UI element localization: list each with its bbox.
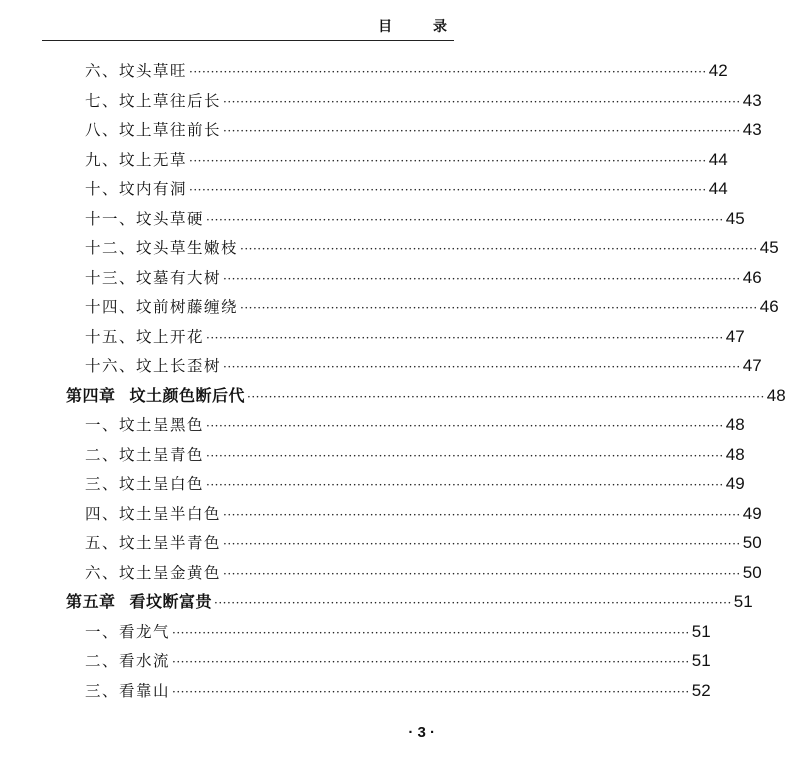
toc-page-number: 43 xyxy=(742,90,762,110)
toc-page-number: 49 xyxy=(725,474,745,493)
toc-page-number: 48 xyxy=(725,444,745,464)
dot-leader: ························································································································ xyxy=(189,153,707,168)
toc-page-number: 47 xyxy=(725,326,745,346)
toc-entry-title xyxy=(66,587,212,617)
dot-leader: ························································································································ xyxy=(240,301,758,315)
dot-leader: ························································································································ xyxy=(223,507,741,522)
dot-leader: ························································································································ xyxy=(223,94,741,109)
toc-page-number: 48 xyxy=(725,415,745,434)
toc-section-entry xyxy=(85,676,711,706)
toc-section-entry xyxy=(85,56,728,86)
dot-leader: ························································································································ xyxy=(206,448,724,463)
toc-page-number: 44 xyxy=(708,149,728,169)
chapter-number: 第四章 xyxy=(66,385,116,405)
toc-section-entry xyxy=(85,204,745,234)
toc-page-number: 45 xyxy=(725,208,745,228)
toc-page-number: 43 xyxy=(742,120,762,139)
toc-section-entry xyxy=(85,528,762,558)
dot-leader: ························································································································ xyxy=(189,65,707,79)
toc-page-number: 42 xyxy=(708,61,728,80)
toc-entry-title: 四、坟土呈半白色 xyxy=(85,504,222,523)
toc-entry-title xyxy=(66,381,245,411)
toc-page-number: 50 xyxy=(742,562,762,582)
toc-section-entry xyxy=(85,86,762,116)
toc-entry-title: 七、坟上草往后长 xyxy=(85,91,222,110)
chapter-number: 第五章 xyxy=(66,592,116,611)
toc-entry-title: 十六、坟上长歪树 xyxy=(85,357,222,375)
toc-page-number: 46 xyxy=(759,297,779,316)
dot-leader: ························································································································ xyxy=(223,271,741,286)
header-rule xyxy=(42,40,454,41)
toc-section-entry xyxy=(85,292,779,322)
toc-entry-title: 十二、坟头草生嫩枝 xyxy=(85,239,239,257)
toc-entry-title: 六、坟头草旺 xyxy=(85,62,188,80)
toc-section-entry xyxy=(85,145,728,175)
toc-entry-title: 十三、坟墓有大树 xyxy=(85,268,222,287)
toc-section-entry xyxy=(85,558,762,588)
toc-chapter-entry xyxy=(66,381,786,411)
toc-section-entry xyxy=(85,440,745,470)
chapter-title: 坟土颜色断后代 xyxy=(129,385,246,405)
toc-entry-title: 八、坟上草往前长 xyxy=(85,121,222,139)
toc-page-number: 51 xyxy=(691,651,711,670)
toc-entry-title: 九、坟上无草 xyxy=(85,150,188,169)
toc-page-number: 51 xyxy=(691,621,711,641)
toc-entry-title: 十五、坟上开花 xyxy=(85,327,205,346)
dot-leader: ························································································································ xyxy=(172,655,690,669)
dot-leader: ························································································································ xyxy=(189,183,707,197)
toc-page-number: 50 xyxy=(742,533,762,552)
toc-entry-title: 三、坟土呈白色 xyxy=(85,475,205,493)
dot-leader: ························································································································ xyxy=(172,625,690,640)
toc-section-entry xyxy=(85,174,728,204)
dot-leader: ························································································································ xyxy=(247,389,765,404)
toc-page-number: 45 xyxy=(759,238,779,257)
toc-entry-title: 三、看靠山 xyxy=(85,681,171,700)
toc-section-entry xyxy=(85,646,711,676)
dot-leader: ························································································································ xyxy=(206,419,724,433)
toc-page-number: 46 xyxy=(742,267,762,287)
toc-section-entry xyxy=(85,351,762,381)
page-folio: · 3 · xyxy=(408,724,435,741)
toc-page-number: 44 xyxy=(708,179,728,198)
toc-entry-title: 一、看龙气 xyxy=(85,622,171,641)
chapter-title: 看坟断富贵 xyxy=(129,592,213,611)
dot-leader: ························································································································ xyxy=(214,596,732,610)
toc-section-entry xyxy=(85,499,762,529)
toc-entry-title: 一、坟土呈黑色 xyxy=(85,416,205,434)
dot-leader: ························································································································ xyxy=(223,566,741,581)
toc-entry-title: 五、坟土呈半青色 xyxy=(85,534,222,552)
running-head: 目 录 xyxy=(378,19,465,35)
dot-leader: ························································································································ xyxy=(172,684,690,699)
toc-chapter-entry xyxy=(66,587,753,617)
toc-entry-title: 六、坟土呈金黄色 xyxy=(85,563,222,582)
dot-leader: ························································································································ xyxy=(206,330,724,345)
toc-page-number: 49 xyxy=(742,503,762,523)
dot-leader: ························································································································ xyxy=(223,537,741,551)
toc-entry-title: 二、坟土呈青色 xyxy=(85,445,205,464)
toc-section-entry xyxy=(85,322,745,352)
toc-entry-title: 二、看水流 xyxy=(85,652,171,670)
toc-section-entry xyxy=(85,410,745,440)
toc-page-number: 47 xyxy=(742,356,762,375)
toc-page-number: 52 xyxy=(691,680,711,700)
dot-leader: ························································································································ xyxy=(206,478,724,492)
dot-leader: ························································································································ xyxy=(206,212,724,227)
toc-section-entry xyxy=(85,469,745,499)
toc-section-entry xyxy=(85,263,762,293)
toc-entry-title: 十、坟内有洞 xyxy=(85,180,188,198)
toc-section-entry xyxy=(85,233,779,263)
dot-leader: ························································································································ xyxy=(223,124,741,138)
toc-page-number: 48 xyxy=(766,385,786,405)
toc-entry-title: 十四、坟前树藤缠绕 xyxy=(85,298,239,316)
toc-section-entry xyxy=(85,617,711,647)
toc-entry-title: 十一、坟头草硬 xyxy=(85,209,205,228)
toc-section-entry xyxy=(85,115,762,145)
dot-leader: ························································································································ xyxy=(223,360,741,374)
toc-page-number: 51 xyxy=(733,592,753,611)
dot-leader: ························································································································ xyxy=(240,242,758,256)
